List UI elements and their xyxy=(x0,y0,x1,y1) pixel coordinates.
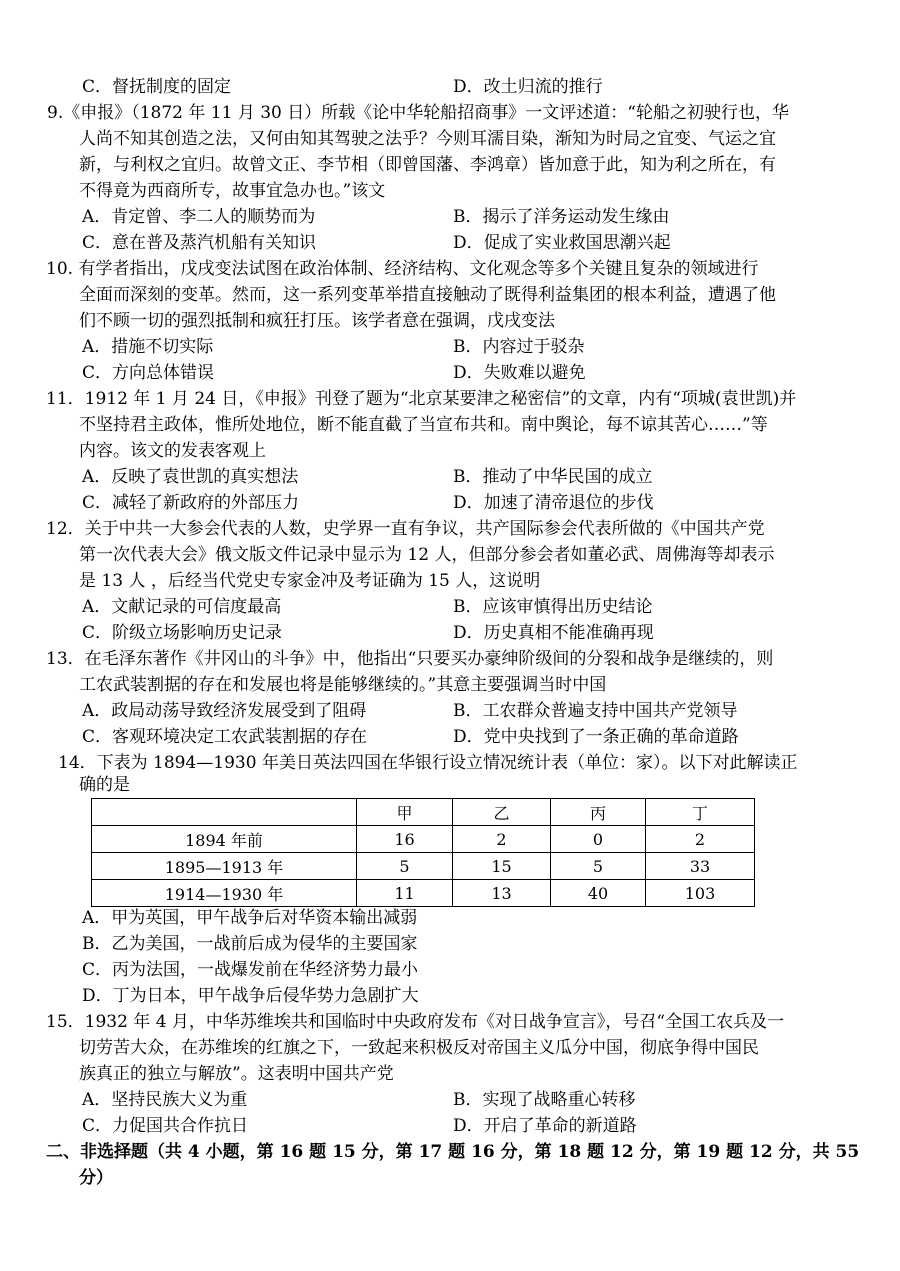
table-cell: 15 xyxy=(453,853,551,880)
q10-stem-line: 们不顾一切的强烈抵制和疯狂打压。该学者意在强调，戊戌变法 xyxy=(79,311,555,331)
q9-stem-line: 新，与利权之宜归。故曾文正、李节相（即曾国藩、李鸿章）皆加意于此，知为利之所在，有 xyxy=(79,155,776,175)
q10-option-c: C．方向总体错误 xyxy=(82,363,215,383)
table-cell: 11 xyxy=(357,880,453,907)
q10-option-b: B．内容过于驳杂 xyxy=(453,337,585,357)
q12-option-d: D．历史真相不能准确再现 xyxy=(453,623,654,643)
table-cell: 5 xyxy=(357,853,453,880)
table-row xyxy=(92,880,755,907)
q14-option-c: C．丙为法国，一战爆发前在华经济势力最小 xyxy=(82,960,419,980)
q15-option-b: B．实现了战略重心转移 xyxy=(453,1090,636,1110)
table-cell: 1895—1913 年 xyxy=(92,853,357,880)
q11-stem-line: 内容。该文的发表客观上 xyxy=(79,441,266,461)
q14-stem-line: 14．下表为 1894—1930 年美日英法四国在华银行设立情况统计表（单位：家）。以下对此解读正 xyxy=(58,753,798,773)
bank-stat-table xyxy=(91,798,755,907)
q12-option-b: B．应该审慎得出历史结论 xyxy=(453,597,653,617)
q15-stem-line: 切劳苦大众，在苏维埃的红旗之下，一致起来积极反对帝国主义瓜分中国，彻底争得中国民 xyxy=(79,1038,759,1058)
q11-stem-line: 11．1912 年 1 月 24 日，《申报》刊登了题为“北京某要津之秘密信”的文章，内有“项城(袁世凯)并 xyxy=(46,389,797,409)
q14-option-a: A．甲为英国，甲午战争后对华资本输出减弱 xyxy=(82,908,418,928)
table-header-cell: 丁 xyxy=(646,799,755,826)
q15-option-c: C．力促国共合作抗日 xyxy=(82,1116,249,1136)
q15-option-a: A．坚持民族大义为重 xyxy=(82,1090,248,1110)
q12-stem-line: 12．关于中共一大参会代表的人数，史学界一直有争议，共产国际参会代表所做的《中国共产党 xyxy=(46,519,765,539)
q9-option-a: A．肯定曾、李二人的顺势而为 xyxy=(82,207,316,227)
q12-option-a: A．文献记录的可信度最高 xyxy=(82,597,282,617)
table-cell: 5 xyxy=(551,853,646,880)
q10-option-d: D．失败难以避免 xyxy=(453,363,586,383)
q13-option-b: B．工农群众普遍支持中国共产党领导 xyxy=(453,701,738,721)
q13-option-a: A．政局动荡导致经济发展受到了阻碍 xyxy=(82,701,367,721)
table-row xyxy=(92,853,755,880)
q9-option-c: C．意在普及蒸汽机船有关知识 xyxy=(82,233,317,253)
table-header-row xyxy=(92,799,755,826)
q12-option-c: C．阶级立场影响历史记录 xyxy=(82,623,283,643)
q13-stem-line: 工农武装割据的存在和发展也将是能够继续的。”其意主要强调当时中国 xyxy=(79,675,607,695)
q9-option-d: D．促成了实业救国思潮兴起 xyxy=(453,233,671,253)
q14-option-d: D．丁为日本，甲午战争后侵华势力急剧扩大 xyxy=(82,986,419,1006)
q11-option-b: B．推动了中华民国的成立 xyxy=(453,467,653,487)
section-heading: 二、非选择题（共 4 小题，第 16 题 15 分，第 17 题 16 分，第 18 题 12 分，第 19 题 12 分，共 55 xyxy=(46,1142,860,1162)
q13-option-d: D．党中央找到了一条正确的革命道路 xyxy=(453,727,739,747)
table-header-cell: 甲 xyxy=(357,799,453,826)
q11-option-a: A．反映了袁世凯的真实想法 xyxy=(82,467,299,487)
table-header-cell: 丙 xyxy=(551,799,646,826)
q15-option-d: D．开启了革命的新道路 xyxy=(453,1116,637,1136)
q10-option-a: A．措施不切实际 xyxy=(82,337,214,357)
table-cell: 2 xyxy=(453,826,551,853)
table-cell: 1914—1930 年 xyxy=(92,880,357,907)
q10-stem-line: 全面而深刻的变革。然而，这一系列变革举措直接触动了既得利益集团的根本利益，遭遇了他 xyxy=(79,285,776,305)
table-cell: 103 xyxy=(646,880,755,907)
q14-option-b: B．乙为美国，一战前后成为侵华的主要国家 xyxy=(82,934,418,954)
q14-stem-line: 确的是 xyxy=(79,775,130,795)
q12-stem-line: 第一次代表大会》俄文版文件记录中显示为 12 人，但部分参会者如董必武、周佛海等却表示 xyxy=(79,545,775,565)
table-cell: 40 xyxy=(551,880,646,907)
q15-stem-line: 15．1932 年 4 月，中华苏维埃共和国临时中央政府发布《对日战争宣言》，号召“全国工农兵及一 xyxy=(46,1012,785,1032)
q9-stem-line: 9.《申报》（1872 年 11 月 30 日）所载《论中华轮船招商事》一文评述道：“轮船之初驶行也，华 xyxy=(47,103,789,123)
q9-stem-line: 人尚不知其创造之法，又何由知其驾驶之法乎？今则耳濡目染，渐知为时局之宜变、气运之宜 xyxy=(79,129,776,149)
table-header-cell: 乙 xyxy=(453,799,551,826)
q9-stem-line: 不得竟为西商所专，故事宜急办也。”该文 xyxy=(79,181,386,201)
q11-option-d: D．加速了清帝退位的步伐 xyxy=(453,493,654,513)
q13-option-c: C．客观环境决定工农武装割据的存在 xyxy=(82,727,368,747)
table-cell: 1894 年前 xyxy=(92,826,357,853)
q8-option-d: D．改土归流的推行 xyxy=(453,77,603,97)
q11-stem-line: 不坚持君主政体，惟所处地位，断不能直截了当宣布共和。南中舆论，每不谅其苦心……”等 xyxy=(79,415,768,435)
q15-stem-line: 族真正的独立与解放”。这表明中国共产党 xyxy=(79,1064,394,1084)
q8-option-c: C．督抚制度的固定 xyxy=(82,77,232,97)
q12-stem-line: 是 13 人 ，后经当代党史专家金冲及考证确为 15 人，这说明 xyxy=(79,571,541,591)
section-heading: 分） xyxy=(79,1168,113,1188)
table-cell: 16 xyxy=(357,826,453,853)
table-cell: 0 xyxy=(551,826,646,853)
table-cell: 33 xyxy=(646,853,755,880)
q11-option-c: C．减轻了新政府的外部压力 xyxy=(82,493,300,513)
q9-option-b: B．揭示了洋务运动发生缘由 xyxy=(453,207,670,227)
table-row xyxy=(92,826,755,853)
q10-stem-line: 10. 有学者指出，戊戌变法试图在政治体制、经济结构、文化观念等多个关键且复杂的领域进行 xyxy=(46,259,759,279)
table-header-cell xyxy=(92,799,357,826)
table-cell: 13 xyxy=(453,880,551,907)
q13-stem-line: 13．在毛泽东著作《井冈山的斗争》中，他指出“只要买办豪绅阶级间的分裂和战争是继续的，则 xyxy=(46,649,774,669)
table-cell: 2 xyxy=(646,826,755,853)
